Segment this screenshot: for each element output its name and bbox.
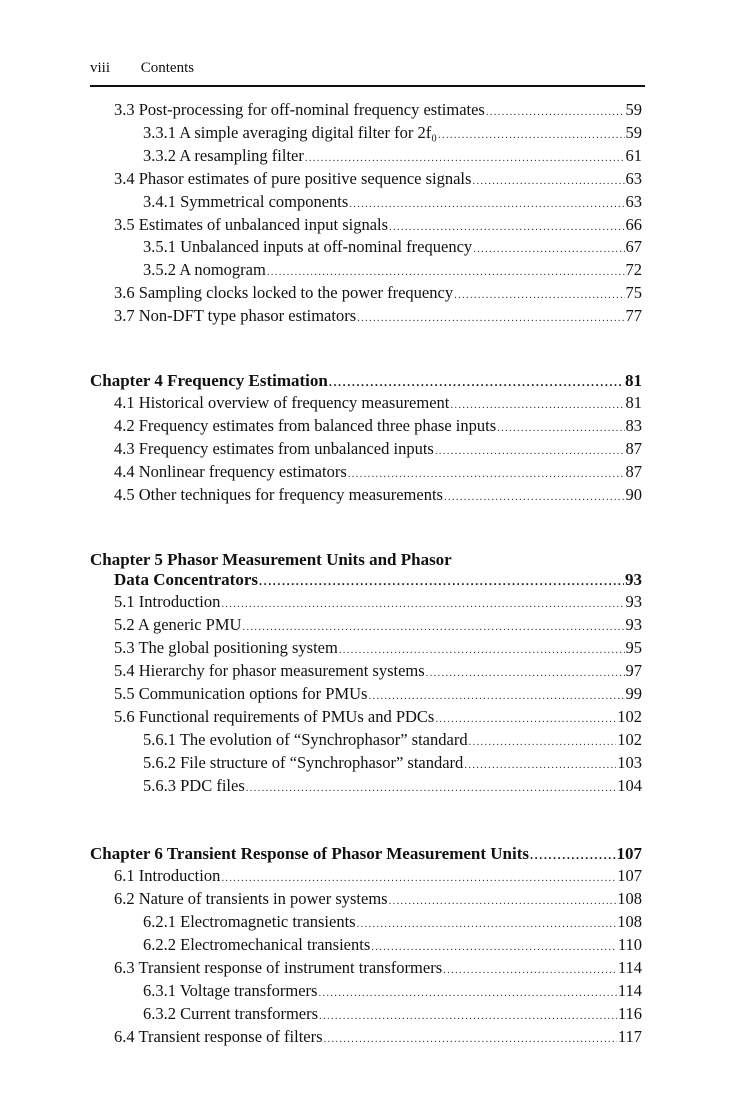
dot-leader <box>438 125 625 146</box>
toc-entry[interactable] <box>90 776 642 799</box>
toc-entry-title: 6.3.1 Voltage transformers <box>143 980 318 1000</box>
running-header <box>90 58 645 78</box>
chapter-page: 81 <box>625 371 642 391</box>
dot-leader <box>329 372 624 393</box>
toc-entry[interactable] <box>90 615 642 638</box>
toc-entry-title: 5.4 Hierarchy for phasor measurement systems <box>114 661 425 681</box>
dot-leader <box>319 1006 617 1027</box>
toc-entry-title: 5.6.3 PDC files <box>143 775 245 795</box>
header-running-title: Contents <box>140 60 195 76</box>
toc-entry[interactable] <box>90 592 642 615</box>
toc-entry-page: 59 <box>625 122 642 142</box>
toc-chapter-5[interactable] <box>90 570 642 592</box>
spacer <box>90 508 642 550</box>
dot-leader <box>497 418 624 439</box>
dot-leader <box>464 755 616 776</box>
toc-entry-page: 102 <box>617 729 642 749</box>
toc-entry-page: 93 <box>625 592 642 612</box>
toc-entry-title: 4.4 Nonlinear frequency estimators <box>114 461 347 481</box>
toc-entry-title: 4.2 Frequency estimates from balanced three phase inputs <box>114 415 497 435</box>
dot-leader <box>435 441 625 462</box>
toc-entry[interactable] <box>90 462 642 485</box>
dot-leader <box>444 487 625 508</box>
toc-entry-page: 116 <box>617 1003 642 1023</box>
toc-entry[interactable] <box>90 935 642 958</box>
toc-entry-title: 3.6 Sampling clocks locked to the power frequency <box>114 283 454 303</box>
toc-entry-title: 5.6.2 File structure of “Synchrophasor” standard <box>143 752 464 772</box>
table-of-contents <box>90 100 642 1050</box>
toc-entry-title: 6.2 Nature of transients in power systems <box>114 889 388 909</box>
toc-entry[interactable] <box>90 237 642 260</box>
chapter-3-sections <box>90 100 642 329</box>
toc-chapter-6[interactable] <box>90 844 642 866</box>
toc-entry-title: 5.3 The global positioning system <box>114 638 338 658</box>
toc-entry-page: 95 <box>625 638 642 658</box>
toc-entry-title: 6.1 Introduction <box>114 866 221 886</box>
dot-leader <box>348 464 625 485</box>
chapter-title: Chapter 6 Transient Response of Phasor Measurement Units <box>90 844 530 864</box>
toc-entry[interactable] <box>90 192 642 215</box>
toc-entry-title: 3.5.1 Unbalanced inputs at off-nominal frequency <box>143 237 473 257</box>
toc-entry[interactable] <box>90 169 642 192</box>
header-rule <box>90 85 645 87</box>
toc-entry-page: 107 <box>617 866 642 886</box>
chapter-page: 107 <box>616 844 642 864</box>
spacer <box>90 798 642 844</box>
dot-leader <box>259 571 624 592</box>
toc-entry-page: 75 <box>625 283 642 303</box>
dot-leader <box>389 891 617 912</box>
toc-entry-title: 3.5 Estimates of unbalanced input signals <box>114 214 389 234</box>
toc-entry-page: 87 <box>625 461 642 481</box>
toc-entry[interactable] <box>90 260 642 283</box>
dot-leader <box>246 778 616 799</box>
toc-entry-page: 97 <box>625 661 642 681</box>
toc-entry[interactable] <box>90 707 642 730</box>
toc-entry-page: 59 <box>625 100 642 119</box>
toc-entry[interactable] <box>90 661 642 684</box>
toc-entry-page: 110 <box>617 935 642 955</box>
toc-entry[interactable] <box>90 100 642 123</box>
toc-entry-title: 6.3 Transient response of instrument transformers <box>114 958 443 977</box>
dot-leader <box>450 395 624 416</box>
dot-leader <box>242 617 624 638</box>
toc-entry-page: 61 <box>625 145 642 165</box>
chapter-title: Chapter 4 Frequency Estimation <box>90 371 328 391</box>
toc-entry-page: 114 <box>617 958 642 977</box>
toc-entry[interactable] <box>90 215 642 238</box>
chapter-page: 93 <box>625 570 642 590</box>
dot-leader <box>371 937 617 958</box>
spacer <box>90 329 642 371</box>
toc-entry-title: 5.6 Functional requirements of PMUs and PDCs <box>114 706 435 726</box>
toc-entry-page: 83 <box>625 415 642 435</box>
chapter-5 <box>90 550 642 799</box>
toc-entry-page: 66 <box>625 214 642 234</box>
dot-leader <box>357 914 617 935</box>
dot-leader <box>357 308 624 329</box>
toc-entry-title: 4.1 Historical overview of frequency measurement <box>114 392 450 412</box>
toc-entry-page: 90 <box>625 484 642 504</box>
toc-entry[interactable] <box>90 730 642 753</box>
dot-leader <box>530 845 615 866</box>
dot-leader <box>473 239 624 260</box>
dot-leader <box>454 285 624 306</box>
toc-entry[interactable] <box>90 866 642 889</box>
toc-entry-title: 5.6.1 The evolution of “Synchrophasor” standard <box>143 729 468 749</box>
toc-entry-page: 63 <box>625 168 642 188</box>
toc-entry-page: 108 <box>617 889 642 909</box>
dot-leader <box>435 709 616 730</box>
toc-entry-page: 67 <box>625 237 642 257</box>
toc-entry[interactable] <box>90 1027 642 1050</box>
chapter-4 <box>90 371 642 507</box>
toc-entry-title: 6.2.1 Electromagnetic transients <box>143 912 356 932</box>
dot-leader <box>267 262 625 283</box>
toc-entry-title: 4.5 Other techniques for frequency measurements <box>114 484 443 504</box>
toc-entry-title: 3.4.1 Symmetrical components <box>143 191 349 211</box>
toc-entry-page: 93 <box>625 615 642 635</box>
toc-entry-page: 99 <box>625 683 642 703</box>
toc-entry[interactable] <box>90 684 642 707</box>
toc-entry[interactable] <box>90 306 642 329</box>
toc-entry[interactable] <box>90 146 642 169</box>
dot-leader <box>318 983 616 1004</box>
toc-entry-title: 5.2 A generic PMU <box>114 615 242 635</box>
chapter-title-line-2: Data Concentrators <box>114 570 258 590</box>
dot-leader <box>339 640 625 661</box>
toc-entry-page: 87 <box>625 438 642 458</box>
chapter-6 <box>90 844 642 1049</box>
toc-entry-page: 63 <box>625 191 642 211</box>
toc-entry-title: 3.3.1 A simple averaging digital filter for 2f₀ <box>143 122 437 142</box>
toc-entry-title: 6.4 Transient response of filters <box>114 1026 323 1046</box>
dot-leader <box>486 102 625 123</box>
toc-entry-page: 114 <box>617 980 642 1000</box>
toc-entry-title: 3.7 Non-DFT type phasor estimators <box>114 306 357 326</box>
toc-entry[interactable] <box>90 416 642 439</box>
dot-leader <box>305 148 625 169</box>
dot-leader <box>349 194 624 215</box>
toc-entry[interactable] <box>90 1004 642 1027</box>
toc-entry-title: 6.2.2 Electromechanical transients <box>143 935 371 955</box>
dot-leader <box>472 171 624 192</box>
toc-entry-title: 3.3.2 A resampling filter <box>143 145 304 165</box>
toc-entry[interactable] <box>90 889 642 912</box>
toc-chapter-4[interactable] <box>90 371 642 393</box>
toc-entry-title: 5.1 Introduction <box>114 592 221 612</box>
toc-entry[interactable] <box>90 439 642 462</box>
toc-entry[interactable] <box>90 283 642 306</box>
dot-leader <box>426 663 625 684</box>
toc-entry-page: 104 <box>617 775 642 795</box>
dot-leader <box>221 594 624 615</box>
toc-entry-page: 103 <box>617 752 642 772</box>
toc-entry-page: 72 <box>625 260 642 280</box>
dot-leader <box>443 960 617 981</box>
dot-leader <box>389 217 624 238</box>
toc-entry[interactable] <box>90 485 642 508</box>
toc-entry-page: 77 <box>625 306 642 326</box>
toc-entry[interactable] <box>90 981 642 1004</box>
toc-entry[interactable] <box>90 638 642 661</box>
toc-entry-title: 3.3 Post-processing for off-nominal frequency estimates <box>114 100 485 119</box>
toc-entry-title: 4.3 Frequency estimates from unbalanced inputs <box>114 438 434 458</box>
toc-entry-page: 117 <box>617 1026 642 1046</box>
toc-entry[interactable] <box>90 753 642 776</box>
toc-entry[interactable] <box>90 958 642 981</box>
dot-leader <box>469 732 617 753</box>
toc-entry-title: 3.5.2 A nomogram <box>143 260 266 280</box>
header-page-number: viii <box>90 60 111 76</box>
dot-leader <box>324 1029 617 1050</box>
toc-entry-title: 6.3.2 Current transformers <box>143 1003 319 1023</box>
dot-leader <box>221 868 616 889</box>
toc-entry-page: 81 <box>625 392 642 412</box>
toc-entry[interactable] <box>90 123 642 146</box>
toc-entry-title: 5.5 Communication options for PMUs <box>114 683 368 703</box>
toc-entry-page: 102 <box>617 706 642 726</box>
toc-entry-page: 108 <box>617 912 642 932</box>
dot-leader <box>368 686 624 707</box>
toc-entry-title: 3.4 Phasor estimates of pure positive sequence signals <box>114 168 472 188</box>
toc-entry[interactable] <box>90 912 642 935</box>
chapter-title-line-1[interactable]: Chapter 5 Phasor Measurement Units and Phasor <box>90 549 452 569</box>
toc-entry[interactable] <box>90 393 642 416</box>
